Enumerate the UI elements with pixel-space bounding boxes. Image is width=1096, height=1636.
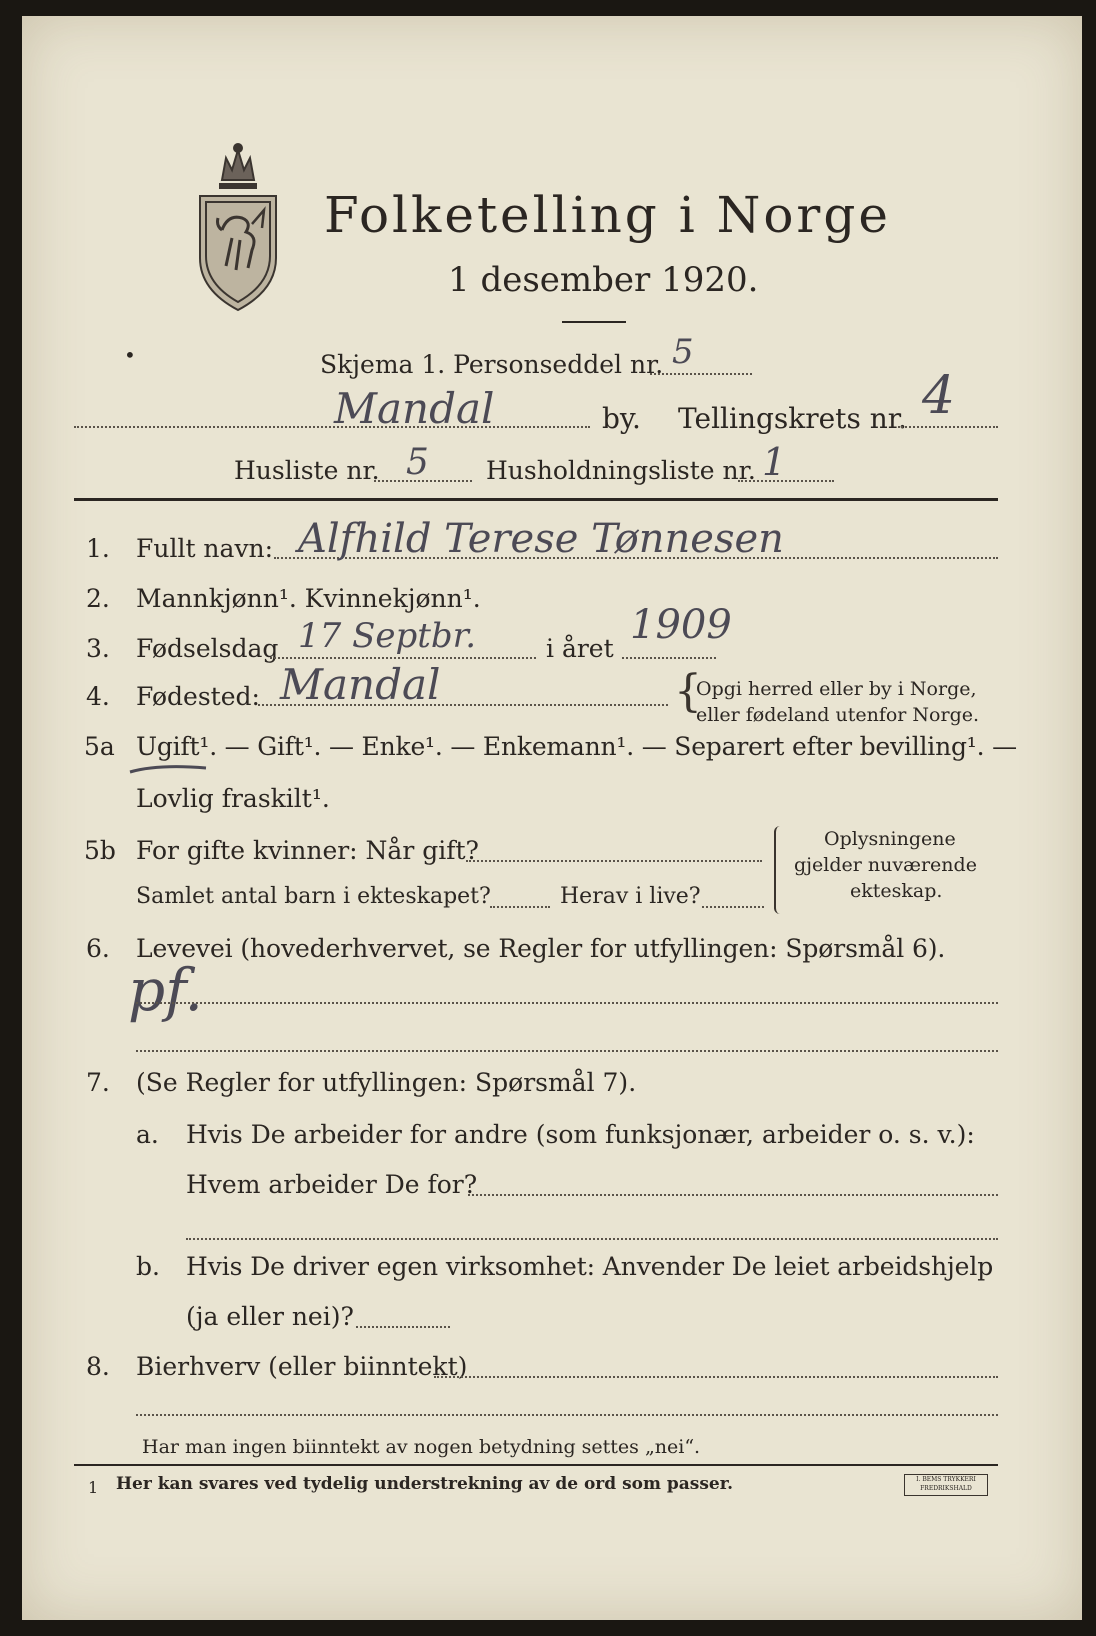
side-income-field-line1[interactable] bbox=[434, 1376, 998, 1378]
q3-number: 3. bbox=[86, 634, 110, 663]
husholdning-label: Husholdningsliste nr. bbox=[486, 456, 756, 485]
q5b-alive-label: Herav i live? bbox=[560, 884, 701, 909]
side-income-field-line2[interactable] bbox=[136, 1414, 998, 1416]
birth-year-field[interactable] bbox=[622, 657, 716, 659]
children-alive-field[interactable] bbox=[702, 906, 764, 908]
birthday-field[interactable] bbox=[270, 657, 536, 659]
birthday-answer: 17 Septbr. bbox=[298, 616, 477, 656]
title-divider bbox=[562, 321, 626, 323]
q8-label: Bierhverv (eller biinntekt) bbox=[136, 1352, 468, 1381]
q6-label: Levevei (hovederhvervet, se Regler for utfyllingen: Spørsmål 6). bbox=[136, 934, 946, 963]
q7a-line2: Hvem arbeider De for? bbox=[186, 1170, 478, 1199]
footer-rule bbox=[74, 1464, 998, 1466]
birthplace-answer: Mandal bbox=[280, 660, 441, 709]
q5b-note-brace bbox=[774, 826, 780, 914]
q7-label: (Se Regler for utfyllingen: Spørsmål 7). bbox=[136, 1068, 637, 1097]
q5b-note-line1: Oplysningene bbox=[824, 828, 956, 850]
birth-year-answer: 1909 bbox=[630, 602, 732, 648]
q7b-line2: (ja eller nei)? bbox=[186, 1302, 354, 1331]
q7a-line1: Hvis De arbeider for andre (som funksjonær, arbeider o. s. v.): bbox=[186, 1120, 975, 1149]
occupation-answer: pf. bbox=[128, 956, 203, 1024]
coat-of-arms-icon bbox=[192, 140, 284, 316]
q7-number: 7. bbox=[86, 1068, 110, 1097]
q7b-letter: b. bbox=[136, 1252, 160, 1281]
krets-number: 4 bbox=[922, 366, 956, 426]
krets-field[interactable] bbox=[898, 426, 998, 428]
marital-status-options: Ugift¹. — Gift¹. — Enke¹. — Enkemann¹. — Separert efter bevilling¹. — bbox=[136, 732, 1017, 761]
ink-dot: • bbox=[124, 343, 136, 367]
q4-number: 4. bbox=[86, 682, 110, 711]
footnote-mark: 1 bbox=[88, 1478, 99, 1497]
q4-note-brace: { bbox=[674, 666, 702, 717]
place-field[interactable] bbox=[74, 426, 590, 428]
ugift-underline-mark bbox=[128, 762, 208, 776]
marital-status-line2: Lovlig fraskilt¹. bbox=[136, 784, 330, 813]
hired-help-field[interactable] bbox=[356, 1326, 450, 1328]
children-total-field[interactable] bbox=[490, 906, 550, 908]
q7a-letter: a. bbox=[136, 1120, 159, 1149]
q5b-children-label: Samlet antal barn i ekteskapet? bbox=[136, 884, 491, 909]
married-date-field[interactable] bbox=[466, 860, 762, 862]
printer-stamp-line1: I. BEMS TRYKKERI bbox=[916, 1476, 976, 1483]
form-title: Folketelling i Norge bbox=[324, 186, 891, 244]
by-label: by. bbox=[602, 402, 641, 435]
q5b-line1: For gifte kvinner: Når gift? bbox=[136, 836, 479, 865]
q3-label: Fødselsdag bbox=[136, 634, 279, 663]
krets-label: Tellingskrets nr. bbox=[678, 402, 907, 435]
schema-label: Skjema 1. Personseddel nr. bbox=[320, 350, 664, 379]
personseddel-number: 5 bbox=[672, 332, 694, 372]
q4-label: Fødested: bbox=[136, 682, 260, 711]
q4-note-line2: eller fødeland utenfor Norge. bbox=[696, 704, 980, 726]
personseddel-field[interactable] bbox=[650, 373, 752, 375]
q2-number: 2. bbox=[86, 584, 110, 613]
q8-note: Har man ingen biinntekt av nogen betydning settes „nei“. bbox=[142, 1436, 701, 1458]
q4-note-line1: Opgi herred eller by i Norge, bbox=[696, 678, 977, 700]
occupation-field-line2[interactable] bbox=[136, 1050, 998, 1052]
printer-stamp-line2: FREDRIKSHALD bbox=[920, 1485, 972, 1492]
census-form-sheet bbox=[22, 16, 1082, 1620]
q8-number: 8. bbox=[86, 1352, 110, 1381]
q5b-note-line2: gjelder nuværende bbox=[794, 854, 977, 876]
employer-field-line2[interactable] bbox=[186, 1238, 998, 1240]
q3-year-label: i året bbox=[546, 634, 614, 663]
form-date: 1 desember 1920. bbox=[448, 260, 759, 300]
employer-field-line1[interactable] bbox=[468, 1194, 998, 1196]
q1-label: Fullt navn: bbox=[136, 534, 274, 563]
husholdning-number: 1 bbox=[762, 440, 787, 484]
footnote-text: Her kan svares ved tydelig understrekning av de ord som passer. bbox=[116, 1474, 734, 1494]
place-name: Mandal bbox=[334, 384, 495, 433]
husliste-number: 5 bbox=[406, 442, 429, 483]
q2-label: Mannkjønn¹. Kvinnekjønn¹. bbox=[136, 584, 481, 613]
q7b-line1: Hvis De driver egen virksomhet: Anvender De leiet arbeidshjelp bbox=[186, 1252, 994, 1281]
full-name-answer: Alfhild Terese Tønnesen bbox=[298, 516, 784, 562]
husliste-label: Husliste nr. bbox=[234, 456, 380, 485]
q5b-note-line3: ekteskap. bbox=[850, 880, 943, 902]
q5a-number: 5a bbox=[84, 732, 115, 761]
q1-number: 1. bbox=[86, 534, 110, 563]
q5b-number: 5b bbox=[84, 836, 116, 865]
q6-number: 6. bbox=[86, 934, 110, 963]
printer-stamp bbox=[904, 1474, 988, 1496]
occupation-field-line1[interactable] bbox=[136, 1002, 998, 1004]
header-rule bbox=[74, 498, 998, 501]
